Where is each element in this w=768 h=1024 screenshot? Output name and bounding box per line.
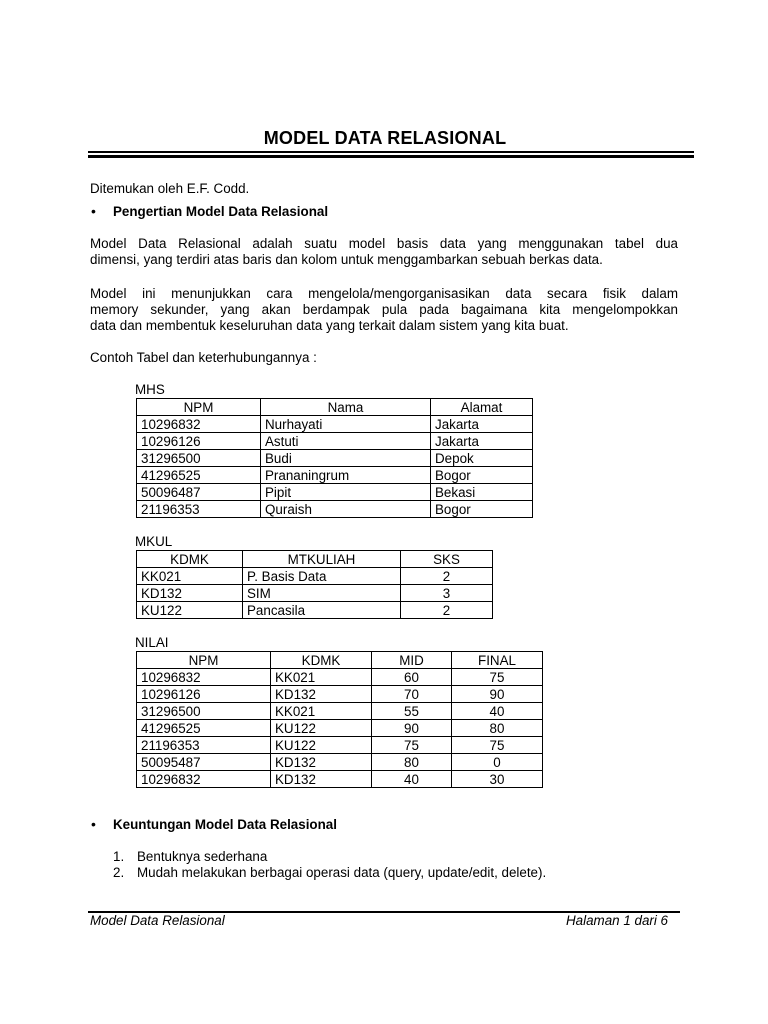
table-cell: 75 (372, 737, 452, 754)
para1-line1: Model Data Relasional adalah suatu model basis data yang menggunakan tabel dua (90, 236, 678, 251)
section-heading-keuntungan: Keuntungan Model Data Relasional (113, 817, 337, 832)
table-row (137, 450, 533, 467)
table-cell: 3 (401, 585, 493, 602)
table-cell: 50096487 (137, 484, 261, 501)
header-cell: MID (372, 652, 452, 669)
table-cell: Bogor (431, 467, 533, 484)
table-cell: 10296832 (137, 416, 261, 433)
table-row (137, 602, 493, 619)
table-row (137, 484, 533, 501)
bullet-2: • (91, 816, 96, 832)
table-cell: 60 (372, 669, 452, 686)
para2-line1: Model ini menunjukkan cara mengelola/mengorganisasikan data secara fisik dalam (90, 286, 678, 301)
table-mkul (136, 550, 493, 619)
table-header-row (137, 551, 493, 568)
table-cell: KK021 (271, 703, 372, 720)
table-cell: SIM (243, 585, 401, 602)
table-cell: 10296832 (137, 669, 271, 686)
table-cell: 2 (401, 568, 493, 585)
table-cell: Bogor (431, 501, 533, 518)
table-cell: KD132 (271, 686, 372, 703)
table-cell: 50095487 (137, 754, 271, 771)
list-item: Mudah melakukan berbagai operasi data (query, update/edit, delete). (137, 865, 547, 880)
table-cell: Pipit (261, 484, 431, 501)
title-rule-bottom (88, 155, 694, 158)
table-cell: 30 (452, 771, 543, 788)
table-cell: KU122 (271, 737, 372, 754)
table-cell: 75 (452, 669, 543, 686)
title-rule-top (88, 151, 694, 153)
header-cell: NPM (137, 652, 271, 669)
header-cell: FINAL (452, 652, 543, 669)
table-cell: 70 (372, 686, 452, 703)
section-heading-pengertian: Pengertian Model Data Relasional (113, 204, 329, 219)
table-row (137, 501, 533, 518)
table-cell: KU122 (271, 720, 372, 737)
header-cell: KDMK (137, 551, 243, 568)
table-row (137, 737, 543, 754)
table-row (137, 433, 533, 450)
table-cell: 80 (372, 754, 452, 771)
table-row (137, 467, 533, 484)
table-cell: Nurhayati (261, 416, 431, 433)
table-cell: Budi (261, 450, 431, 467)
table-row (137, 585, 493, 602)
table-cell: KK021 (137, 568, 243, 585)
header-cell: NPM (137, 399, 261, 416)
table-cell: 10296126 (137, 433, 261, 450)
table-cell: KK021 (271, 669, 372, 686)
table-cell: KD132 (271, 771, 372, 788)
table-nilai (136, 651, 543, 788)
table-name-mhs: MHS (135, 382, 165, 397)
table-row (137, 669, 543, 686)
table-cell: P. Basis Data (243, 568, 401, 585)
table-cell: 75 (452, 737, 543, 754)
table-cell: KU122 (137, 602, 243, 619)
table-header-row (137, 399, 533, 416)
para2-line2: memory sekunder, yang akan berdampak pula pada bagaimana kita mengelompokkan (90, 302, 678, 317)
table-row (137, 771, 543, 788)
table-row (137, 703, 543, 720)
table-cell: 90 (372, 720, 452, 737)
table-row (137, 568, 493, 585)
header-cell: KDMK (271, 652, 372, 669)
table-name-nilai: NILAI (135, 635, 169, 650)
page-title: MODEL DATA RELASIONAL (263, 128, 507, 148)
table-cell: 40 (452, 703, 543, 720)
table-cell: Quraish (261, 501, 431, 518)
header-cell: Alamat (431, 399, 533, 416)
table-cell: 31296500 (137, 703, 271, 720)
table-cell: 21196353 (137, 501, 261, 518)
para2-line3: data dan membentuk keseluruhan data yang terkait dalam sistem yang kita buat. (90, 318, 569, 333)
table-cell: 21196353 (137, 737, 271, 754)
table-cell: 40 (372, 771, 452, 788)
header-cell: MTKULIAH (243, 551, 401, 568)
header-cell: Nama (261, 399, 431, 416)
footer-title: Model Data Relasional (90, 913, 225, 928)
table-cell: KD132 (137, 585, 243, 602)
table-cell: 41296525 (137, 467, 261, 484)
table-name-mkul: MKUL (135, 534, 173, 549)
table-cell: 90 (452, 686, 543, 703)
table-cell: 0 (452, 754, 543, 771)
list-number-1: 1. (113, 849, 125, 864)
table-row (137, 686, 543, 703)
table-mhs (136, 398, 533, 518)
table-cell: 2 (401, 602, 493, 619)
table-cell: 10296126 (137, 686, 271, 703)
table-cell: 55 (372, 703, 452, 720)
intro-text: Ditemukan oleh E.F. Codd. (90, 181, 250, 196)
table-cell: Pancasila (243, 602, 401, 619)
table-cell: KD132 (271, 754, 372, 771)
para1-line2: dimensi, yang terdiri atas baris dan kolom untuk menggambarkan sebuah berkas data. (90, 252, 603, 267)
table-cell: Prananingrum (261, 467, 431, 484)
example-intro: Contoh Tabel dan keterhubungannya : (90, 350, 317, 365)
list-item: Bentuknya sederhana (137, 849, 268, 864)
table-row (137, 720, 543, 737)
bullet-1: • (91, 203, 96, 219)
table-row (137, 754, 543, 771)
table-row (137, 416, 533, 433)
table-cell: 10296832 (137, 771, 271, 788)
table-cell: Jakarta (431, 433, 533, 450)
table-cell: 80 (452, 720, 543, 737)
table-header-row (137, 652, 543, 669)
table-cell: Depok (431, 450, 533, 467)
list-number-2: 2. (113, 865, 125, 880)
table-cell: 41296525 (137, 720, 271, 737)
table-cell: Bekasi (431, 484, 533, 501)
footer-page-number: Halaman 1 dari 6 (566, 913, 668, 928)
header-cell: SKS (401, 551, 493, 568)
table-cell: 31296500 (137, 450, 261, 467)
table-cell: Jakarta (431, 416, 533, 433)
table-cell: Astuti (261, 433, 431, 450)
